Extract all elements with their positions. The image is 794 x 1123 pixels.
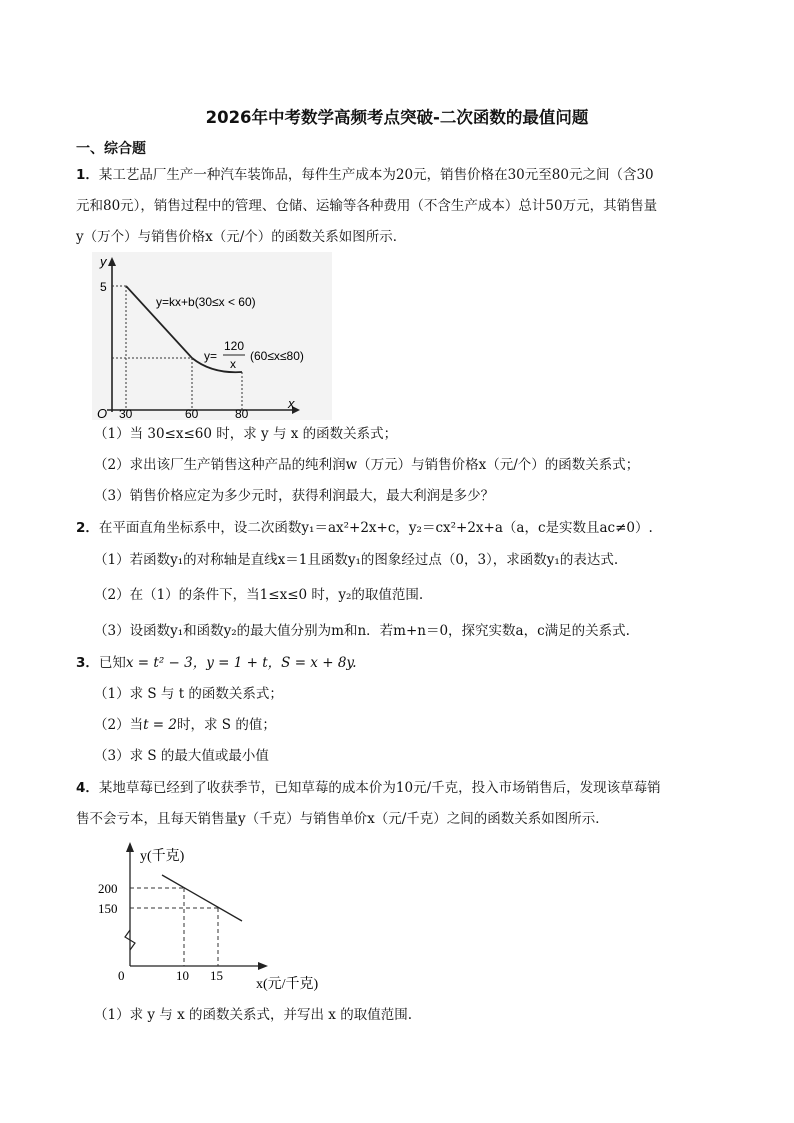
y-tick-5: 5 — [100, 280, 107, 294]
q2-line1 — [76, 518, 653, 538]
q4-line2: 售不会亏本，且每天销售量y（千克）与销售单价x（元/千克）之间的函数关系如图所示． — [76, 811, 609, 827]
x-tick-80: 80 — [235, 407, 249, 420]
y-tick-150: 150 — [98, 901, 118, 916]
inverse-label-numerator: 120 — [224, 339, 245, 353]
q2-part2: （2）在（1）的条件下，当1≤x≤0 时，y₂的取值范围. — [94, 587, 424, 603]
y-axis-label: y(千克) — [140, 849, 185, 864]
q3-part2 — [94, 715, 276, 735]
q1-part1: （1）当 30≤x≤60 时，求 y 与 x 的函数关系式； — [94, 426, 398, 442]
q4-text-1: 某地草莓已经到了收获季节，已知草莓的成本价为10元/千克，投入市场销售后，发现该草莓销 — [98, 780, 661, 796]
x-axis-label: x — [288, 396, 295, 411]
x-tick-10: 10 — [176, 968, 189, 983]
q2-part3: （3）设函数y₁和函数y₂的最大值分别为m和n．若m+n＝0，探究实数a，c满足的关系式. — [94, 623, 630, 639]
q4-number: 4． — [76, 780, 99, 796]
q2-text-1: 在平面直角坐标系中，设二次函数y₁＝ax²+2x+c，y₂＝cx²+2x+a（a，c是实数且ac≠0）. — [98, 520, 653, 536]
q1-line1 — [76, 165, 654, 185]
q1-line2: 元和80元），销售过程中的管理、仓储、运输等各种费用（不含生产成本）总计50万元，其销售量 — [76, 198, 658, 214]
page-title: 2026年中考数学高频考点突破-二次函数的最值问题 — [205, 108, 589, 127]
inverse-label-range: (60≤x≤80) — [250, 349, 304, 363]
q3-part3: （3）求 S 的最大值或最小值 — [94, 748, 269, 764]
q3-part2-formula: t = 2 — [143, 717, 178, 733]
linear-label: y=kx+b(30≤x < 60) — [156, 295, 256, 309]
q4-line1 — [76, 778, 661, 798]
q1-line3: y（万个）与销售价格x（元/个）的函数关系如图所示． — [76, 229, 407, 245]
y-tick-200: 200 — [98, 881, 118, 896]
q3-part1: （1）求 S 与 t 的函数关系式； — [94, 686, 283, 702]
q3-number: 3． — [76, 655, 99, 671]
x-axis-arrow — [258, 962, 268, 970]
q1-text-1: 某工艺品厂生产一种汽车装饰品，每件生产成本为20元，销售价格在30元至80元之间（含30 — [98, 167, 654, 183]
q4-part1: （1）求 y 与 x 的函数关系式，并写出 x 的取值范围. — [94, 1007, 412, 1023]
q2-part1: （1）若函数y₁的对称轴是直线x＝1且函数y₁的图象经过点（0，3），求函数y₁的表达式. — [94, 552, 619, 568]
origin-label: 0 — [118, 968, 125, 983]
q3-formula: x = t² − 3，y = 1 + t，S = x + 8y. — [125, 655, 357, 671]
x-axis-label: x(元/千克) — [256, 977, 319, 992]
q1-part2: （2）求出该厂生产销售这种产品的纯利润w（万元）与销售价格x（元/个）的函数关系式； — [94, 457, 640, 473]
q1-part3: （3）销售价格应定为多少元时，获得利润最大，最大利润是多少？ — [94, 488, 495, 504]
q3-part2-b: 时，求 S 的值； — [177, 717, 276, 733]
x-tick-15: 15 — [210, 968, 223, 983]
q4-graph — [92, 838, 342, 998]
q3-text-prefix: 已知 — [98, 655, 126, 671]
x-tick-60: 60 — [185, 407, 199, 420]
q3-part2-a: （2）当 — [94, 717, 144, 733]
section-heading: 一、综合题 — [76, 141, 146, 157]
inverse-label-denominator: x — [230, 357, 236, 371]
sales-line — [162, 875, 242, 921]
origin-label: O — [97, 406, 108, 420]
q1-number: 1． — [76, 167, 99, 183]
inverse-label-prefix: y= — [204, 349, 218, 363]
q2-number: 2． — [76, 520, 99, 536]
y-axis-arrow — [126, 842, 134, 852]
y-axis-label: y — [100, 254, 107, 269]
q1-graph — [92, 252, 332, 420]
q3-line1 — [76, 653, 357, 673]
x-tick-30: 30 — [119, 407, 133, 420]
